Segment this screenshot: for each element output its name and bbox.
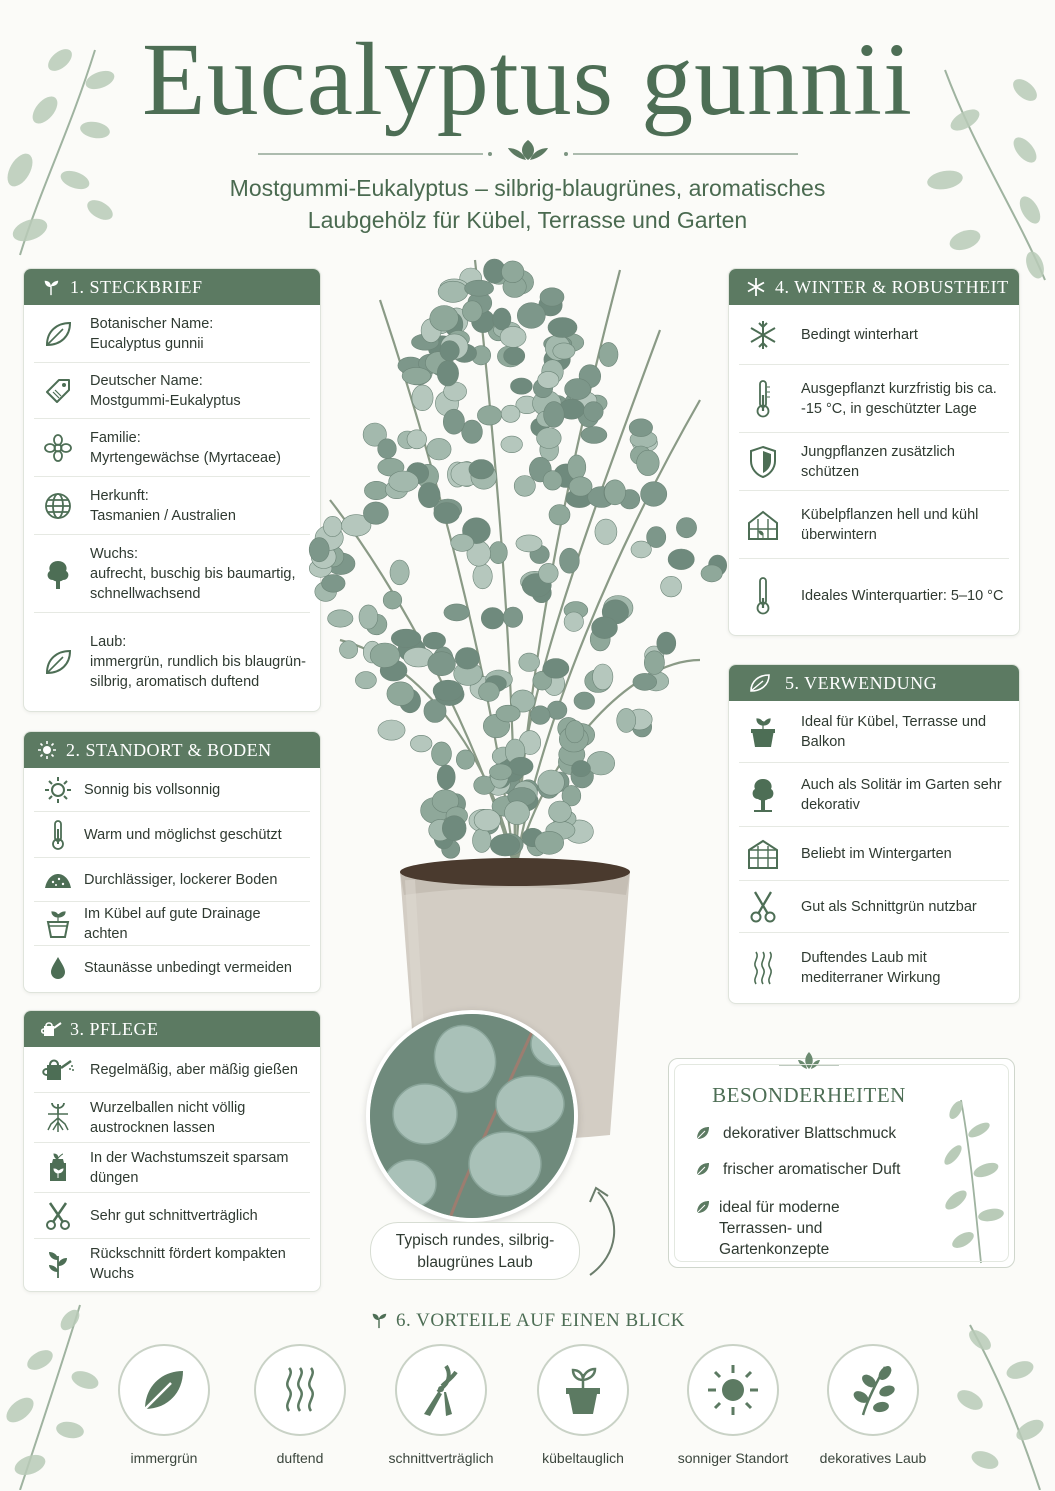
plant-leaf [661, 576, 682, 597]
plant-leaf [633, 673, 657, 690]
standort-header [24, 732, 320, 768]
row-text: Jungpflanzen zusätzlich schützen [801, 443, 955, 480]
plant-leaf [407, 430, 427, 449]
plant-leaf [462, 301, 482, 322]
plant-leaf [438, 281, 468, 302]
pflege-row [34, 1193, 310, 1239]
plant-leaf [516, 535, 542, 552]
sprout-icon [38, 1248, 78, 1280]
plant-leaf [437, 765, 455, 789]
plant-leaf [581, 427, 607, 444]
plant-leaf [592, 617, 618, 639]
row-label: Wuchs: [90, 545, 139, 562]
row-value: Myrtengewächse (Myrtaceae) [90, 449, 281, 466]
scissors-icon [743, 890, 783, 924]
snowflake-icon [743, 319, 783, 351]
plant-leaf [604, 480, 625, 505]
besonderheit-text: ideal für moderne Terrassen- und Gartenkonzepte [719, 1199, 840, 1258]
plant-leaf [564, 612, 583, 631]
row-label: Familie: [90, 429, 141, 446]
plant-leaf [432, 742, 452, 766]
plant-leaf [390, 560, 409, 585]
plant-leaf [538, 371, 559, 388]
steckbrief-row-family [34, 419, 310, 477]
plant-leaf [477, 406, 501, 425]
winter-heading: 4. WINTER & ROBUSTHEIT [775, 276, 1009, 297]
plant-leaf [502, 261, 524, 283]
vorteil-label: schnittverträglich [388, 1450, 494, 1466]
plant-leaf [500, 326, 526, 347]
row-text: Regelmäßig, aber mäßig gießen [90, 1061, 298, 1078]
plant-leaf [433, 680, 463, 701]
pflege-header [24, 1011, 320, 1047]
verwendung-row [739, 763, 1009, 827]
pflege-row [34, 1143, 310, 1193]
row-text: Auch als Solitär im Garten sehr dekorativ [801, 776, 1002, 813]
verwendung-header [729, 665, 1019, 701]
pot-icon [38, 909, 78, 939]
steckbrief-row-origin [34, 477, 310, 535]
plant-leaf [553, 343, 575, 359]
standort-row [34, 768, 310, 812]
plant-leaf [629, 419, 652, 437]
row-value: Eucalyptus gunnii [90, 335, 204, 352]
plant-leaf [456, 750, 474, 769]
steckbrief-card [23, 268, 321, 712]
row-text: Rückschnitt fördert kompakten Wuchs [90, 1246, 286, 1282]
verwendung-row [739, 701, 1009, 763]
plant-leaf [430, 306, 459, 332]
plant-leaf [489, 542, 507, 564]
row-text: Wurzelballen nicht völlig austrocknen lassen [90, 1099, 246, 1136]
plant-leaf [701, 565, 722, 582]
plant-leaf [427, 438, 451, 460]
bullet-leaf-icon [695, 1197, 711, 1260]
plant-leaf [465, 280, 494, 296]
plant-leaf [455, 648, 479, 670]
row-text: Sehr gut schnittverträglich [90, 1207, 258, 1224]
leaf-icon [139, 1365, 189, 1415]
plant-leaf [340, 641, 358, 659]
standort-row [34, 858, 310, 902]
plant-leaf [566, 720, 584, 742]
verwendung-row [739, 827, 1009, 881]
vorteil-item [89, 1344, 239, 1466]
plant-leaf [574, 692, 595, 709]
plant-leaf [587, 751, 615, 775]
plant-leaf [539, 563, 559, 583]
shield-icon [743, 445, 783, 479]
title-divider [258, 140, 798, 164]
plant-leaf [489, 764, 512, 780]
row-text: Durchlässiger, lockerer Boden [84, 871, 278, 888]
besonderheit-item [695, 1123, 896, 1147]
standort-row [34, 902, 310, 946]
verwendung-row [739, 933, 1009, 1003]
snowflake-icon [745, 276, 767, 298]
plant-leaf [481, 608, 504, 629]
plant-leaf [389, 471, 419, 492]
plant-leaf [549, 801, 572, 822]
plant-leaf [641, 482, 667, 507]
plant-leaf [418, 483, 440, 508]
vorteil-circle [118, 1344, 210, 1436]
thermometer-icon [743, 576, 783, 616]
branch-ornament-icon [779, 1051, 839, 1071]
plant-leaf [469, 460, 494, 479]
plant-leaf [544, 402, 565, 428]
pot-icon [743, 715, 783, 749]
besonderheiten-box [668, 1058, 1015, 1268]
plant-leaf [359, 605, 378, 629]
page-title: Eucalyptus gunnii [142, 22, 913, 137]
row-text: Warm und möglichst geschützt [84, 826, 282, 843]
sprout-icon [370, 1311, 388, 1329]
plant-leaf [462, 420, 483, 443]
steckbrief-row-botanical [34, 305, 310, 363]
plant-leaf [323, 516, 341, 536]
plant-leaf [511, 378, 533, 394]
plant-leaf [504, 347, 525, 365]
plant-leaf [549, 505, 570, 525]
besonderheit-text: frischer aromatischer Duft [723, 1161, 901, 1178]
plant-leaf [479, 682, 500, 701]
leaf-icon [38, 647, 78, 677]
plant-leaf [428, 652, 456, 676]
winter-row [739, 433, 1009, 491]
fertilizer-icon [38, 1153, 78, 1183]
scent-icon [743, 950, 783, 986]
subtitle-line-1: Mostgummi-Eukalyptus – silbrig-blaugrünes, aromatisches [229, 175, 826, 201]
vorteil-circle [827, 1344, 919, 1436]
verwendung-row [739, 881, 1009, 933]
plant-leaf [451, 534, 474, 551]
leaf-detail-caption: Typisch rundes, silbrig-blaugrünes Laub [370, 1222, 580, 1280]
row-value: immergrün, rundlich bis blaugrün-silbrig, aromatisch duftend [90, 654, 306, 690]
row-value: Mostgummi-Eukalyptus [90, 392, 241, 409]
plant-leaf [668, 549, 694, 570]
plant-leaf [434, 503, 460, 524]
plant-leaf [363, 502, 388, 524]
vorteil-circle [254, 1344, 346, 1436]
vorteil-label: immergrün [130, 1450, 198, 1466]
plant-leaf [595, 519, 617, 544]
plant-leaf [402, 367, 431, 384]
row-value: Tasmanien / Australien [90, 507, 236, 524]
watering-can-icon [38, 1056, 78, 1084]
plant-leaf [437, 361, 458, 386]
winter-row [739, 491, 1009, 559]
row-text: Bedingt winterhart [801, 326, 918, 343]
greenhouse-icon [743, 509, 783, 541]
plant-leaf [322, 575, 346, 593]
plant-leaf [631, 541, 651, 558]
besonderheit-item [695, 1159, 900, 1183]
plant-leaf [530, 706, 550, 725]
winter-header [729, 269, 1019, 305]
row-text: Im Kübel auf gute Drainage achten [84, 905, 261, 942]
plant-leaf [537, 428, 562, 449]
plant-leaf [509, 757, 533, 775]
row-text: Beliebt im Wintergarten [801, 845, 952, 862]
plant-leaf [473, 829, 492, 853]
plant-leaf [378, 439, 397, 459]
scent-icon [280, 1365, 320, 1415]
row-label: Botanischer Name: [90, 315, 214, 332]
plant-leaf [505, 801, 530, 825]
plant-leaf [443, 409, 464, 434]
soil-icon [38, 870, 78, 890]
pflege-row [34, 1093, 310, 1143]
plant-leaf [412, 385, 433, 411]
verwendung-heading: 5. VERWENDUNG [785, 672, 938, 693]
sprout-icon [40, 276, 62, 298]
steckbrief-rows [24, 305, 320, 711]
tree-icon [743, 776, 783, 814]
row-value: aufrecht, buschig bis baumartig, schnellwachsend [90, 565, 296, 602]
vorteil-circle [537, 1344, 629, 1436]
plant-leaf [410, 735, 432, 752]
vorteil-item [225, 1344, 375, 1466]
plant-leaf [387, 682, 414, 706]
plant-leaf [644, 651, 664, 675]
plant-leaf [535, 831, 564, 854]
row-label: Deutscher Name: [90, 372, 203, 389]
plant-leaf [423, 632, 445, 649]
plant-leaf [543, 659, 569, 679]
plant-leaf [364, 481, 388, 499]
plant-leaf [503, 607, 522, 627]
plant-leaf [440, 341, 459, 361]
row-text: Ideal für Kübel, Terrasse und Balkon [801, 713, 987, 750]
plant-leaf [517, 303, 545, 329]
pflege-row [34, 1239, 310, 1289]
leaf-detail-image [366, 1010, 578, 1222]
vorteile-heading-row [0, 1310, 1055, 1332]
pflege-row [34, 1047, 310, 1093]
tag-icon [38, 376, 78, 406]
pflege-card [23, 1010, 321, 1292]
plant-leaf [584, 402, 604, 422]
plant-leaf [593, 664, 613, 690]
plant-leaf [560, 548, 580, 573]
plant-leaf [548, 318, 577, 338]
corner-foliage-bottom-right [940, 1320, 1055, 1490]
plant-leaf [617, 708, 636, 732]
plant-leaf [473, 564, 492, 589]
steckbrief-row-german-name [34, 363, 310, 419]
plant-leaf [501, 436, 523, 453]
steckbrief-header [24, 269, 320, 305]
row-text: Ausgepflanzt kurzfristig bis ca. -15 °C, in geschützter Lage [801, 380, 997, 417]
winter-card [728, 268, 1020, 636]
vorteil-item [366, 1344, 516, 1466]
plant-leaf [519, 653, 540, 671]
plant-leaf [474, 809, 500, 831]
plant-leaf [328, 610, 353, 627]
plant-leaf [565, 379, 591, 400]
drop-icon [38, 955, 78, 981]
pruning-shears-icon [416, 1362, 466, 1418]
subtitle [150, 172, 905, 236]
standort-row [34, 946, 310, 990]
vorteil-label: duftend [276, 1450, 324, 1466]
plant-leaf [378, 720, 405, 740]
winter-row [739, 305, 1009, 365]
curved-arrow-icon [578, 1180, 638, 1280]
leaf-icon [749, 672, 771, 694]
besonderheit-item [695, 1197, 915, 1260]
plant-leaf [572, 761, 591, 777]
plant-leaf [543, 471, 562, 490]
standort-row [34, 812, 310, 858]
plant-leaf [493, 308, 511, 330]
scissors-icon [38, 1201, 78, 1231]
row-text: In der Wachstumszeit sparsam düngen [90, 1149, 289, 1186]
besonderheiten-heading: BESONDERHEITEN [712, 1083, 906, 1107]
winter-row [739, 365, 1009, 433]
verwendung-card [728, 664, 1020, 1004]
leaf-icon [38, 319, 78, 349]
thermometer-icon [743, 379, 783, 419]
sun-icon [36, 739, 58, 761]
watering-can-icon [40, 1018, 62, 1040]
plant-leaf [370, 643, 400, 668]
steckbrief-heading: 1. STECKBRIEF [70, 276, 203, 297]
row-text: Ideales Winterquartier: 5–10 °C [801, 588, 1004, 604]
besonderheit-text: dekorativer Blattschmuck [723, 1125, 897, 1142]
branch-icon [849, 1363, 897, 1417]
roots-icon [38, 1102, 78, 1134]
vorteil-circle [687, 1344, 779, 1436]
pflege-heading: 3. PFLEGE [70, 1018, 159, 1039]
vorteil-label: kübeltauglich [542, 1450, 624, 1466]
vorteil-label: dekoratives Laub [819, 1450, 927, 1466]
plant-leaf [383, 591, 402, 609]
plant-leaf [538, 770, 565, 795]
plant-leaf [657, 632, 676, 654]
thermometer-icon [38, 819, 78, 851]
plant-leaf [355, 672, 376, 689]
sun-icon [706, 1363, 760, 1417]
winter-row [739, 559, 1009, 633]
vorteil-circle [395, 1344, 487, 1436]
plant-leaf [496, 705, 520, 722]
row-label: Laub: [90, 634, 127, 650]
plant-leaf [569, 477, 592, 496]
bullet-leaf-icon [695, 1159, 715, 1183]
vorteil-label: sonniger Standort [677, 1450, 789, 1466]
row-text: Duftendes Laub mit mediterraner Wirkung [801, 950, 941, 986]
globe-icon [38, 491, 78, 521]
plant-leaf [444, 604, 470, 621]
plant-leaf [547, 701, 567, 719]
plant-leaf [442, 816, 466, 841]
plant-leaf [514, 476, 535, 497]
row-text: Gut als Schnittgrün nutzbar [801, 898, 977, 915]
vorteil-item [798, 1344, 948, 1466]
eucalyptus-plant-illustration [300, 240, 730, 1140]
plant-leaf [309, 538, 329, 562]
plant-leaf [568, 455, 586, 480]
vorteile-heading: 6. VORTEILE AUF EINEN BLICK [395, 1310, 686, 1331]
plant-leaf [637, 450, 660, 475]
row-text: Kübelpflanzen hell und kühl überwintern [801, 506, 979, 543]
bullet-leaf-icon [695, 1123, 715, 1147]
steckbrief-row-foliage [34, 613, 310, 711]
plant-leaf [391, 629, 421, 647]
row-text: Staunässe unbedingt vermeiden [84, 960, 292, 976]
pot-icon [560, 1364, 606, 1416]
plant-leaf [599, 342, 618, 366]
branch-decoration [941, 1095, 1011, 1265]
subtitle-line-2: Laubgehölz für Kübel, Terrasse und Garten [307, 207, 748, 233]
plant-leaf [490, 834, 519, 856]
plant-leaf [501, 405, 520, 422]
sun-icon [38, 776, 78, 804]
flower-icon [38, 433, 78, 463]
vorteil-item [508, 1344, 658, 1466]
plant-leaf [676, 518, 696, 538]
plant-leaf [540, 288, 564, 306]
greenhouse-icon [743, 838, 783, 870]
row-label: Herkunft: [90, 487, 149, 504]
standort-heading: 2. STANDORT & BODEN [66, 739, 272, 760]
steckbrief-row-growth [34, 535, 310, 613]
row-text: Sonnig bis vollsonnig [84, 781, 221, 798]
vorteil-item [658, 1344, 808, 1466]
tree-icon [38, 557, 78, 591]
standort-card [23, 731, 321, 993]
